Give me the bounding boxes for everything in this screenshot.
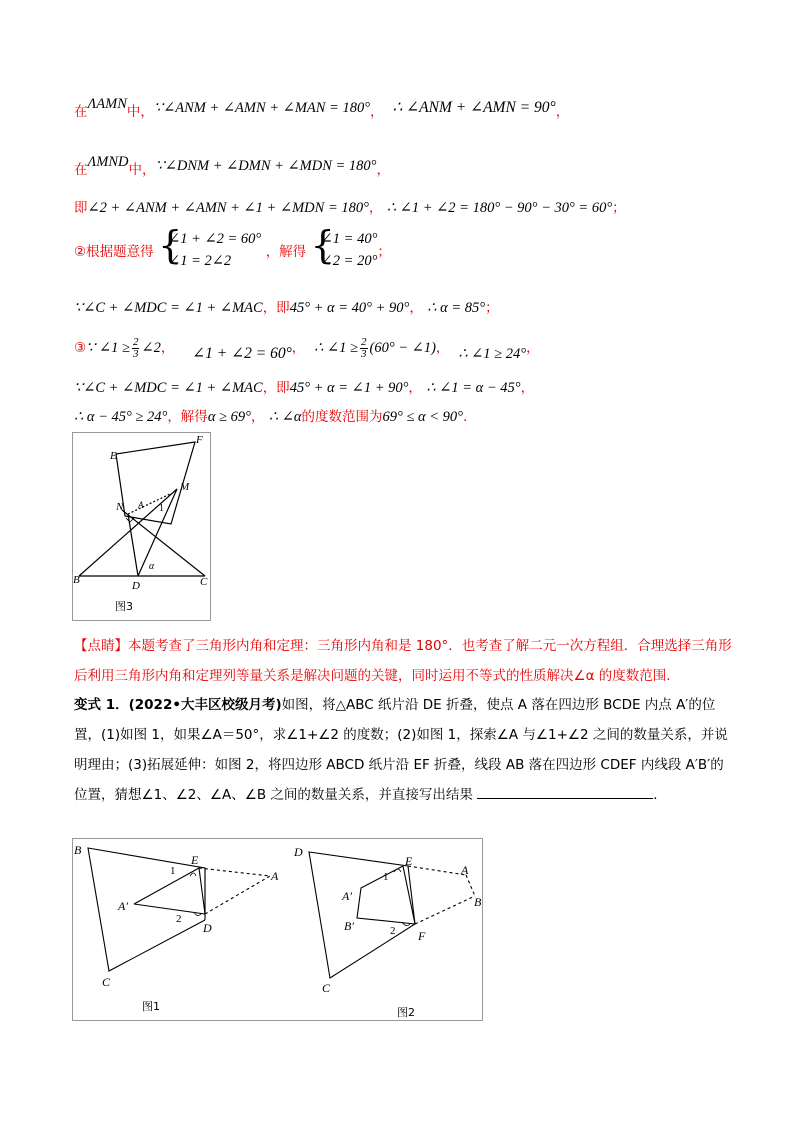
denominator: 3: [361, 347, 367, 360]
text: 在: [74, 162, 88, 178]
math: ∵∠DNM + ∠DMN + ∠MDN = 180°: [155, 158, 377, 174]
text: ，: [370, 104, 384, 120]
text: ，: [160, 340, 175, 356]
math: ∠1 = 2∠2: [168, 253, 232, 269]
dianjing-paragraph: [74, 631, 734, 691]
math: ∴ α − 45° ≥ 24°: [74, 409, 168, 425]
label-1: 1: [159, 503, 164, 514]
variant-text: 如图，将△ABC 纸片沿 DE 折叠，使点 A 落在四边形 BCDE 内点 A′的位置，(1)如图 1，如果∠A＝50°，求∠1+∠2 的度数；(2)如图 1，探索∠A 与∠1+∠2 之间的数量关系，并说明理由；(3)拓展延伸：如图 2，将四边形 ABCD 纸片沿 EF 折叠，线段 AB 落在四边形 CDEF 内线段 A′B′的位置，猜想∠1、∠2、∠A、∠B 之间的数量关系，并直接写出结果: [74, 697, 728, 803]
text: 中，: [126, 104, 154, 120]
math: ∴ α = 85°: [427, 300, 486, 316]
math: 45° + α = 40° + 90°: [289, 300, 410, 316]
math: 69° ≤ α < 90°: [382, 409, 463, 425]
fig1-label-aprime: A′: [118, 899, 128, 913]
math: ∴ ∠ANM + ∠AMN = 90°: [392, 99, 556, 116]
text: ，: [376, 162, 390, 178]
text: ；: [485, 300, 499, 316]
math: ∵∠C + ∠MDC = ∠1 + ∠MAC: [74, 300, 263, 316]
label-e: E: [110, 450, 117, 462]
text: ，: [435, 340, 450, 356]
solution-line-1: [74, 96, 570, 121]
fig1-label-a: A: [271, 869, 279, 883]
fig2-label-a: A: [461, 863, 469, 877]
label-n: N: [116, 501, 124, 513]
math: ∵∠C + ∠MDC = ∠1 + ∠MAC: [74, 380, 263, 396]
label-f: F: [196, 434, 203, 446]
label-alpha: α: [149, 561, 155, 572]
fig1-label-c: C: [102, 975, 111, 989]
numerator: 2: [361, 335, 367, 348]
math: ∴ ∠α: [268, 409, 302, 425]
solution-line-3: [74, 196, 626, 217]
text: ，: [555, 104, 570, 120]
answer-blank[interactable]: [477, 786, 653, 799]
text: ．: [653, 787, 667, 803]
fig1-label-d: D: [203, 921, 212, 935]
fig2-label-aprime: A′: [342, 889, 352, 903]
solution-line-6: [74, 336, 540, 360]
math: ∠1 + ∠2 = 60°: [168, 231, 262, 247]
text: 的度数范围为: [301, 409, 383, 425]
text: ，解得: [167, 409, 208, 425]
text: .: [462, 409, 468, 425]
label-m: M: [180, 481, 190, 493]
equation-system-2: [310, 223, 378, 272]
text: ，解得: [265, 244, 307, 260]
math: ∴ ∠1 ≥ 24°: [458, 346, 527, 362]
fig2-caption: 图2: [397, 1006, 415, 1019]
math: α ≥ 69°: [207, 409, 251, 425]
fig2-label-1: 1: [383, 871, 389, 883]
math: ∵ ∠1 ≥: [86, 340, 130, 356]
fig1-label-1: 1: [170, 865, 176, 877]
fig2-label-bprime: B′: [344, 919, 354, 933]
fig2-label-d: D: [294, 845, 303, 859]
fig1-label-e: E: [191, 853, 199, 867]
text: 中，: [128, 162, 156, 178]
text: ，: [250, 409, 265, 425]
solution-line-5: [74, 296, 499, 317]
label-c: C: [200, 576, 208, 588]
brace-icon: {: [158, 223, 183, 267]
math: ∠2: [141, 340, 161, 356]
fig1-caption: 图1: [142, 1000, 160, 1013]
text: ，: [520, 380, 535, 396]
text: ，: [409, 300, 423, 316]
text: 在: [74, 104, 88, 120]
text: 即: [74, 200, 88, 216]
label-b: B: [73, 574, 80, 586]
figure-3: [72, 432, 212, 622]
brace-icon: {: [310, 223, 335, 267]
math: ∠1 = 40°: [320, 231, 378, 247]
math: (60° − ∠1): [369, 340, 436, 356]
solution-line-2: [74, 154, 390, 179]
text: ；: [612, 200, 626, 216]
figures-1-2: [72, 838, 484, 1022]
fig2-label-e: E: [405, 854, 413, 868]
text: ，即: [262, 300, 290, 316]
solution-line-7: [74, 376, 534, 397]
figure-caption: 图3: [115, 600, 133, 613]
math: 45° + α = ∠1 + 90°: [289, 380, 409, 396]
text: ③: [74, 340, 87, 356]
math: ∠2 + ∠ANM + ∠AMN + ∠1 + ∠MDN = 180°: [87, 200, 369, 216]
math: ∠2 = 20°: [320, 253, 378, 269]
fraction: [132, 337, 140, 360]
fig2-label-2: 2: [390, 925, 396, 937]
math: ∵∠ANM + ∠AMN + ∠MAN = 180°: [153, 100, 371, 116]
fig2-label-c: C: [322, 981, 331, 995]
math: ∴ ∠1 ≥: [314, 340, 359, 356]
denominator: 3: [132, 347, 139, 360]
fig2-label-b: B: [474, 895, 482, 909]
text: ，: [291, 340, 306, 356]
text: ，: [408, 380, 422, 396]
text: ；: [377, 244, 391, 260]
fig2-label-f: F: [418, 929, 426, 943]
label-a: A: [138, 500, 144, 510]
variant-title: 变式 1．(2022•大丰区校级月考): [74, 697, 282, 713]
math: ΛMND: [87, 154, 129, 170]
math: ΛAMN: [87, 96, 127, 112]
fraction: [360, 337, 368, 360]
text: ，: [368, 200, 383, 216]
math: ∴ ∠1 + ∠2 = 180° − 90° − 30° = 60°: [386, 200, 613, 216]
dianjing-tag: 【点睛】: [74, 638, 128, 654]
numerator: 2: [132, 335, 139, 348]
variant-paragraph: [74, 690, 734, 810]
text: ，即: [262, 380, 290, 396]
math: ∠1 + ∠2 = 60°: [192, 345, 292, 362]
equation-system-1: [158, 223, 262, 272]
dianjing-text: 本题考查了三角形内角和定理：三角形内角和是 180°．也考查了解二元一次方程组．合理选择三角形后利用三角形内角和定理列等量关系是解决问题的关键，同时运用不等式的性质解决∠α 的度数范围.: [74, 638, 732, 684]
fig1-label-b: B: [74, 843, 82, 857]
label-d: D: [132, 580, 140, 592]
text: ，: [526, 340, 540, 356]
text: ②根据题意得: [74, 244, 154, 260]
math: ∴ ∠1 = α − 45°: [426, 380, 521, 396]
solution-line-4: [74, 223, 391, 272]
fig1-label-2: 2: [176, 913, 182, 925]
solution-line-8: [74, 405, 467, 426]
